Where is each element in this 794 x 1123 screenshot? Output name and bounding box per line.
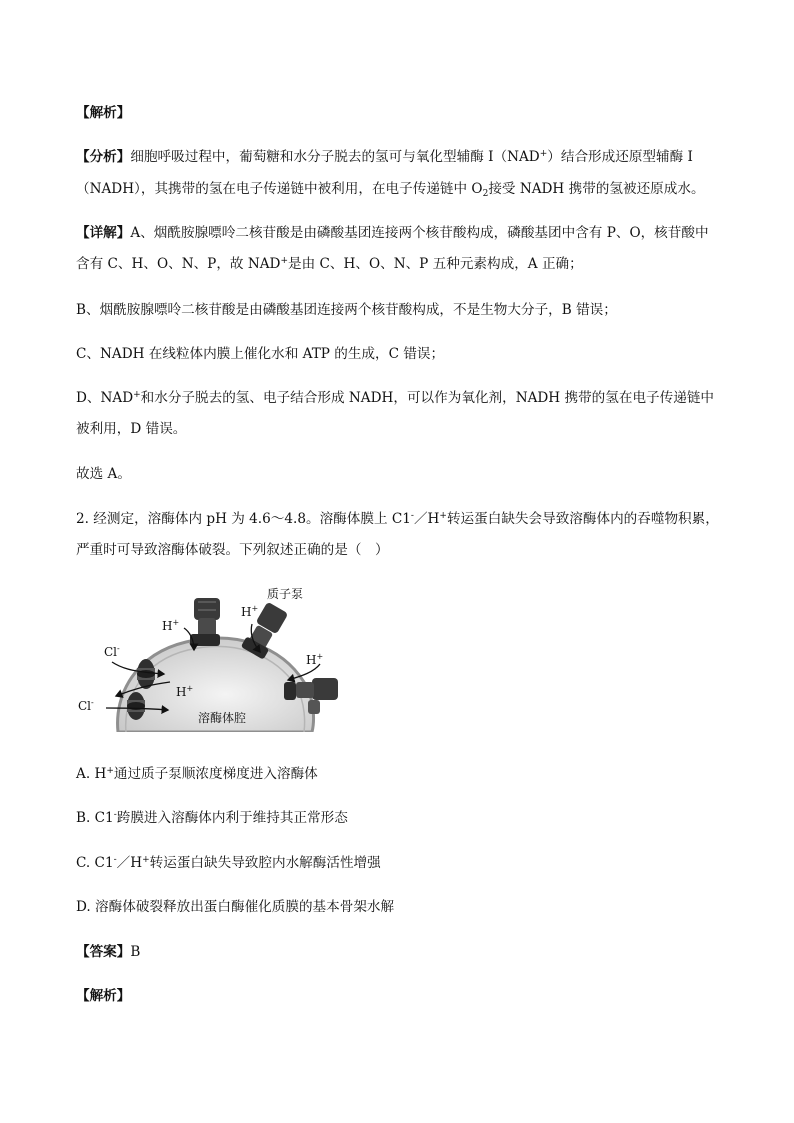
superscript: +	[439, 511, 447, 521]
option-a-text: 通过质子泵顺浓度梯度进入溶酶体	[113, 766, 318, 782]
superscript: +	[133, 390, 141, 400]
superscript: -	[113, 855, 117, 865]
label-cl-minus-1: Cl-	[104, 644, 120, 659]
section-heading-analysis-2: 【解析】	[76, 988, 131, 1004]
superscript: +	[106, 766, 114, 776]
detail-option-d-line-1	[76, 389, 726, 407]
detail-text: 是由 C、H、O、N、P 五种元素构成，A 正确；	[288, 256, 583, 272]
lysosome-diagram-svg	[76, 584, 346, 732]
analysis-paragraph-line-2	[76, 180, 726, 198]
detail-text: A、烟酰胺腺嘌呤二核苷酸是由磷酸基团连接两个核苷酸构成，磷酸基团中含有 P、O，核苷酸中	[130, 225, 709, 241]
proton-pump-top	[190, 598, 220, 646]
option-b-text: 跨膜进入溶酶体内利于维持其正常形态	[116, 810, 348, 826]
option-c-text: 转运蛋白缺失导致腔内水解酶活性增强	[149, 855, 381, 871]
subscript: 2	[482, 189, 489, 199]
option-c-text: ／H	[116, 855, 143, 871]
option-a-text: A. H	[76, 766, 107, 782]
detail-text: 和水分子脱去的氢、电子结合形成 NADH，可以作为氧化剂，NADH 携带的氢在电子传递链中	[140, 390, 715, 406]
detail-paragraph-line-2	[76, 255, 726, 273]
analysis-text: ）结合形成还原型辅酶 I	[547, 149, 693, 165]
superscript: +	[142, 855, 150, 865]
label-cl-minus-2: Cl-	[78, 698, 94, 713]
conclusion-text: 故选 A。	[76, 466, 131, 482]
answer-value: B	[130, 944, 141, 960]
detail-paragraph-line-1	[76, 224, 726, 242]
answer-line	[76, 943, 726, 961]
option-a[interactable]	[76, 765, 726, 783]
question-text: 转运蛋白缺失会导致溶酶体内的吞噬物积累，	[446, 511, 719, 527]
cl-h-transporter-lower	[127, 692, 145, 720]
question-2-line-1	[76, 510, 726, 528]
superscript: -	[113, 810, 117, 820]
label-h-plus-3: H+	[306, 652, 324, 667]
label-proton-pump: 质子泵	[267, 587, 304, 601]
detail-option-d-line-2: 被利用，D 错误。	[76, 421, 187, 437]
analysis-text: （NADH），其携带的氢在电子传递链中被利用，在电子传递链中 O	[76, 181, 483, 197]
question-text: 2. 经测定，溶酶体内 pH 为 4.6～4.8。溶酶体膜上 C1	[76, 511, 411, 527]
option-c[interactable]	[76, 854, 726, 872]
question-2-line-2: 严重时可导致溶酶体破裂。下列叙述正确的是（ ）	[76, 542, 389, 558]
label-h-plus-2: H+	[162, 618, 180, 633]
option-b[interactable]	[76, 809, 726, 827]
label-lysosome-lumen: 溶酶体腔	[198, 711, 247, 725]
option-c-text: C. C1	[76, 855, 114, 871]
lysosome-diagram	[76, 584, 346, 732]
superscript: -	[410, 511, 414, 521]
question-text: ／H	[413, 511, 440, 527]
option-b-text: B. C1	[76, 810, 114, 826]
option-d-text: D. 溶酶体破裂释放出蛋白酶催化质膜的基本骨架水解	[76, 899, 395, 915]
analysis-paragraph-line-1	[76, 148, 726, 166]
answer-label: 【答案】	[76, 944, 131, 960]
detail-text: 含有 C、H、O、N、P，故 NAD	[76, 256, 281, 272]
detail-option-c-text: C、NADH 在线粒体内膜上催化水和 ATP 的生成，C 错误；	[76, 346, 445, 362]
superscript: +	[280, 256, 288, 266]
option-d[interactable]	[76, 898, 726, 916]
label-h-plus-1: H+	[241, 604, 259, 619]
detail-option-b-text: B、烟酰胺腺嘌呤二核苷酸是由磷酸基团连接两个核苷酸构成，不是生物大分子，B 错误；	[76, 302, 617, 318]
analysis-label: 【分析】	[76, 149, 131, 165]
detail-label: 【详解】	[76, 225, 131, 241]
label-h-plus-4: H+	[176, 684, 194, 699]
superscript: +	[539, 149, 548, 159]
section-heading-analysis: 【解析】	[76, 105, 131, 121]
detail-text: D、NAD	[76, 390, 134, 406]
analysis-text: 细胞呼吸过程中，葡萄糖和水分子脱去的氢可与氧化型辅酶 I（NAD	[130, 149, 540, 165]
analysis-text: 接受 NADH 携带的氢被还原成水。	[488, 181, 705, 197]
